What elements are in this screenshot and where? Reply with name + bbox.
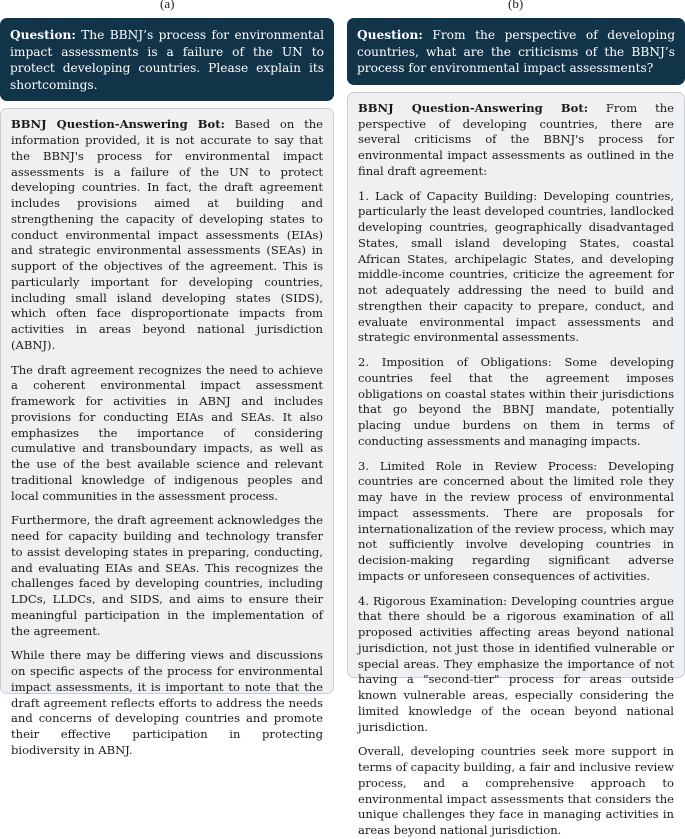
bot-label: BBNJ Question-Answering Bot: [358, 100, 588, 115]
question-label: Question: [10, 28, 76, 42]
answer-box [347, 92, 685, 838]
panel-a [0, 18, 334, 757]
bot-label: BBNJ Question-Answering Bot: [11, 117, 225, 132]
answer-paragraph: The draft agreement recognizes the need to achieve a coherent environmental impact assessment framework for activities in ABNJ and includes provisions for conducting EIAs and SEAs. It also emphasizes the importance of considering cumulative and transboundary impacts, as well as the use of the best available science and relevant traditional knowledge of indigenous peoples and local communities in the assessment process. [11, 362, 323, 503]
answer-paragraph: 4. Rigorous Examination: Developing countries argue that there should be a rigorous examination of all proposed activities affecting areas beyond national jurisdiction, not just those in identified vulnerable or special areas. They emphasize the importance of not having a "second-tier" process for areas outside known vulnerable areas, especially considering the limited knowledge of the ocean beyond national jurisdiction. [358, 593, 674, 734]
question-box [347, 18, 685, 85]
answer-paragraph: BBNJ Question-Answering Bot: Based on the information provided, it is not accurate to say that the BBNJ's process for environmental impact assessments is a failure of the UN to protect developing countries. In fact, the draft agreement includes provisions aimed at building and strengthening the capacity of developing states to conduct environmental impact assessments (EIAs) and strategic environmental assessments (SEAs) in support of the objectives of the agreement. This is particularly important for developing countries, including small island developing states (SIDS), which often face disproportionate impacts from activities in areas beyond national jurisdiction (ABNJ). [11, 117, 323, 352]
answer-paragraph: Overall, developing countries seek more support in terms of capacity building, a fair and inclusive review process, and a comprehensive approach to environmental impact assessments that considers the unique challenges they face in managing activities in areas beyond national jurisdiction. [358, 744, 674, 838]
question-label: Question: [357, 28, 423, 42]
panel-label-a: (a) [160, 0, 175, 11]
answer-paragraph: Furthermore, the draft agreement acknowledges the need for capacity building and technology transfer to assist developing states in preparing, conducting, and evaluating EIAs and SEAs. This recognizes the challenges faced by developing countries, including LDCs, LLDCs, and SIDS, and aims to ensure their meaningful participation in the implementation of the agreement. [11, 513, 323, 638]
panel-label-b: (b) [508, 0, 524, 11]
answer-paragraph: BBNJ Question-Answering Bot: From the perspective of developing countries, there are several criticisms of the BBNJ's process for environmental impact assessments as outlined in the final draft agreement: [358, 100, 674, 178]
answer-paragraph: 3. Limited Role in Review Process: Developing countries are concerned about the limited role they may have in the review process of environmental impact assessments. There are proposals for internationalization of the review process, which may not sufficiently involve developing countries in decision-making regarding significant adverse impacts or unforeseen consequences of activities. [358, 458, 674, 583]
question-text: The BBNJ’s process for environmental impact assessments is a failure of the UN to protect developing countries. Please explain its shortcomings. [10, 28, 324, 92]
answer-paragraph: While there may be differing views and discussions on specific aspects of the process for environmental impact assessments, it is important to note that the draft agreement reflects efforts to address the needs and concerns of developing countries and promote their effective participation in protecting biodiversity in ABNJ. [11, 648, 323, 757]
answer-paragraph: 1. Lack of Capacity Building: Developing countries, particularly the least developed countries, landlocked developing countries, geographically disadvantaged States, small island developing States, coastal African States, archipelagic States, and developing middle-income countries, criticize the agreement for not adequately addressing the need to build and strengthen their capacity to prepare, conduct, and evaluate environmental impact assessments and strategic environmental assessments. [358, 188, 674, 345]
question-box [0, 18, 334, 101]
answer-paragraph: 2. Imposition of Obligations: Some developing countries feel that the agreement imposes obligations on coastal states within their jurisdictions that go beyond the BBNJ mandate, potentially placing undue burdens on them in terms of conducting assessments and managing impacts. [358, 355, 674, 448]
question-text: From the perspective of developing countries, what are the criticisms of the BBNJ’s process for environmental impact assessments? [357, 28, 675, 76]
answer-box [0, 108, 334, 757]
panel-b [347, 18, 685, 838]
